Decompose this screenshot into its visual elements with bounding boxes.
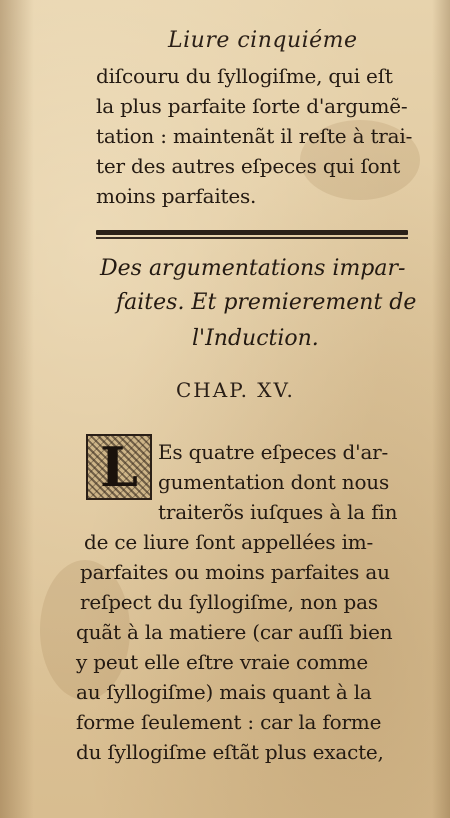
chapter-title-line: faites. Et premierement de	[116, 290, 417, 315]
intro-line: diſcouru du ſyllogiſme, qui eſt	[96, 64, 393, 88]
section-rule	[96, 230, 408, 235]
intro-line: moins parfaites.	[96, 184, 257, 208]
body-line: gumentation dont nous	[158, 470, 390, 494]
drop-cap-letter: L	[100, 435, 138, 499]
body-line: quãt à la matiere (car auſſi bien	[76, 620, 393, 644]
page-spine-shadow	[0, 0, 34, 818]
intro-line: tation : maintenãt il reſte à trai-	[96, 124, 413, 148]
page-edge-shadow	[432, 0, 450, 818]
chapter-title-line: Des argumentations impar-	[100, 256, 406, 281]
body-line: du ſyllogiſme eſtãt plus exacte,	[76, 740, 384, 764]
body-line: reſpect du ſyllogiſme, non pas	[80, 590, 378, 614]
section-rule-thin	[96, 237, 408, 239]
body-line: traiterõs iuſques à la fin	[158, 500, 398, 524]
body-line: au ſyllogiſme) mais quant à la	[76, 680, 372, 704]
body-line: forme ſeulement : car la forme	[76, 710, 382, 734]
body-line: de ce liure ſont appellées im-	[84, 530, 374, 554]
body-line: parfaites ou moins parfaites au	[80, 560, 390, 584]
chapter-label: CHAP. XV.	[176, 378, 295, 402]
chapter-title-line: l'Induction.	[192, 326, 319, 351]
running-head: Liure cinquiéme	[168, 28, 358, 53]
body-line: y peut elle eſtre vraie comme	[76, 650, 369, 674]
intro-line: la plus parfaite ſorte d'argumẽ-	[96, 94, 408, 118]
intro-line: ter des autres eſpeces qui ſont	[96, 154, 401, 178]
body-line: Es quatre eſpeces d'ar-	[158, 440, 389, 464]
drop-cap-ornament	[86, 434, 152, 500]
